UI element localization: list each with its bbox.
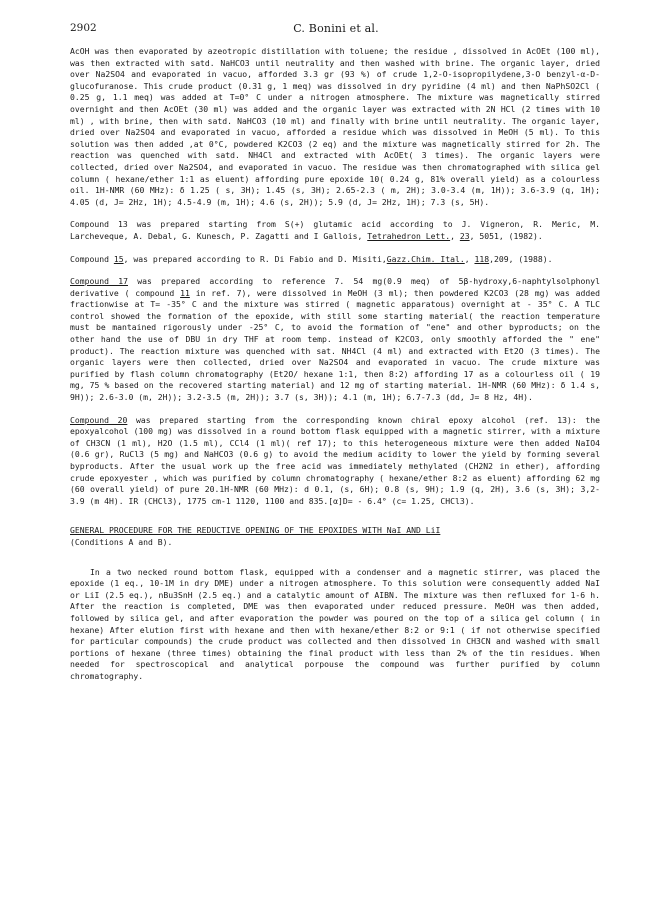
text-fragment: was prepared according to reference 7. 54 mg(0.9 meq) of 5β-hydroxy,6-naphtylsolphonyl derivative ( compound (70, 276, 600, 298)
paragraph-general-procedure: In a two necked round bottom flask, equipped with a condenser and a magnetic stirrer, was placed the epoxide (1 eq., 10-1M in dry DME) under a nitrogen atmosphere. To this solution were consequently added NaI or LiI (2.5 eq.), nBu3SnH (2.5 eq.) and a catalytic amount of AIBN. The mixture was then refluxed for 1-6 h. After the reaction is completed, DME was then evaporated under reduced pressure. MeOH was then added, followed by silica gel, and after evaporation the powder was poured on the top of a silica gel column ( in hexane) After elution first with hexane and then with hexane/ether 8:2 or 9:1 ( if not otherwise specified for particular compounds) the crude product was collected and then dissolved in CH3CN and washed with small portions of hexane (three times) obtaining the final product with less than 2% of the tin residues. When needed for spectroscopical and analytical porpouse the compound was further purified by column chromatography. (70, 566, 600, 681)
journal-volume: 23 (459, 230, 470, 241)
text-fragment: , (450, 230, 460, 241)
section-subheading: (Conditions A and B). (70, 536, 173, 547)
page-number: 2902 (70, 22, 97, 34)
compound-label: Compound 20 (70, 414, 128, 425)
compound-label: Compound 17 (70, 276, 128, 287)
journal-volume: 118 (474, 253, 490, 264)
text-fragment: Compound 13 was prepared starting from S(+) glutamic acid according to J. Vigneron, R. Meric, M. Larcheveque, A. Debal, G. Kunesch, P. Zagatti and I Gallois, (70, 219, 600, 241)
article-body (70, 46, 600, 683)
text-fragment: ,209, (1988). (489, 253, 553, 264)
paragraph-epoxide-10: AcOH was then evaporated by azeotropic distillation with toluene; the residue , dissolved in AcOEt (100 ml), was then extracted with satd. NaHCO3 until neutrality and then washed with brine. The organic layer, dried over Na2SO4 and evaporated in vacuo, afforded 3.3 gr (93 %) of crude 1,2-O-isopropilydene,3-O benzyl-α-D-glucofuranose. This crude product (0.31 g, 1 meq) was dissolved in dry pyridine (4 ml) and then NaPhSO2Cl ( 0.25 g, 1.1 meq) was added at T=0° C under a nitrogen atmosphere. The mixture was magnetically stirred overnight and then AcOEt (30 ml) was added and the organic layer was extracted with 2N HCl (2 times with 10 ml) , with brine, then with satd. NaHCO3 (10 ml) and finally with brine until neutrality. The organic layer, dried over Na2SO4 and evaporated in vacuo, afforded a residue which was dissolved in MeOH (5 ml). To this solution was then added ,at 0°C, powdered K2CO3 (2 eq) and the mixture was magnetically stirred for 2h. The reaction was quenched with satd. NH4Cl and extracted with AcOEt( 3 times). The organic layers were collected, dried over Na2SO4, and evaporated in vacuo. The residue was then chromatographed with silica gel column ( hexane/ether 1:1 as eluent) affording pure epoxide 10( 0.24 g, 81% overall yield) as a colourless oil. 1H-NMR (60 MHz): δ 1.25 ( s, 3H); 1.45 (s, 3H); 2.65-2.3 ( m, 2H); 3.0-3.4 (m, 1H)); 3.6-3.9 (q, 1H); 4.05 (d, J= 2Hz, 1H); 4.5-4.9 (m, 1H); 4.6 (s, 2H)); 5.9 (d, J= 2Hz, 1H); 7.3 (s, 5H). (70, 46, 600, 207)
paragraph-compound-15 (70, 254, 600, 266)
page-header (70, 22, 602, 36)
text-fragment: was prepared starting from the corresponding known chiral epoxy alcohol (ref. 13): the epoxyalcohol (100 mg) was dissolved in a round bottom flask equipped with a magnetic stirrer, with a mixture of CH3CN (1 ml), H2O (1.5 ml), CCl4 (1 ml)( ref 17); to this heterogeneous mixture were then added NaIO4 (0.6 gr), RuCl3 (5 mg) and NaHCO3 (0.6 g) to avoid the medium acidity to lower the yield by forming several byproducts. After the usual work up the free acid was immediately methylated (CH2N2 in ether), affording crude epoxyester , which was purified by column chromatography ( hexane/ether 8:2 as eluent) affording 62 mg (60 overall yield) of pure 20.1H-NMR (60 MHz): d 0.1, (s, 6H); 0.8 (s, 9H); 1.9 (q, 2H), 3.6 (s, 3H); 3,2-3.9 (m 4H). IR (CHCl3), 1775 cm-1 1120, 1100 and 835.[α]D= - 6.4° (c= 1.25, CHCl3). (70, 414, 600, 506)
text-fragment: , was prepared according to R. Di Fabio and D. Misiti, (123, 253, 387, 264)
running-head: C. Bonini et al. (293, 22, 379, 35)
journal-name: Tetrahedron Lett. (367, 230, 451, 241)
paragraph-compound-20 (70, 415, 600, 508)
paragraph-compound-17 (70, 276, 600, 404)
compound-number: 11 (180, 287, 190, 298)
text-fragment: , (464, 253, 475, 264)
text-fragment: , 5051, (1982). (469, 230, 543, 241)
compound-number: 15 (113, 253, 124, 264)
paragraph-compound-13 (70, 219, 600, 242)
text-fragment: in ref. 7), were dissolved in MeOH (3 ml); then powdered K2CO3 (28 mg) was added fractionwise at T= -35° C and the mixture was stirred ( magnetic apparatous) overnight at - 35° C. A TLC control showed the formation of the epoxide, with still some starting material( the reaction temperature must be mantained rigorously under -25° C, to avoid the formation of "ene" and other byproducts; on the other hand the use of DBU in dry THF at room temp. instead of K2CO3, only smoothly afforded the " ene" product). The reaction mixture was quenched with sat. NH4Cl (4 ml) and extracted with Et2O (3 times). The organic layers were then collected, dried over Na2SO4 and evaporated in vacuo. The crude mixture was purified by flash column chromatography (Et2O/ hexane 1:1, then 8:2) affording 17 as a colourless oil ( 19 mg, 75 % based on the recovered starting material) and 12 mg of starting material. 1H-NMR (60 MHz): δ 1.4 s, 9H)); 2.6-3.0 (m, 2H)); 3.2-3.5 (m, 2H)); 3.7 (s, 3H)); 4.1 (m, 1H); 6.7-7.3 (dd, J= 8 Hz, 4H). (70, 287, 601, 403)
journal-name: Gazz.Chim. Ital. (386, 253, 465, 264)
text-fragment: Compound (70, 253, 114, 264)
section-heading: GENERAL PROCEDURE FOR THE REDUCTIVE OPENING OF THE EPOXIDES WITH NaI AND LiI (70, 525, 441, 536)
